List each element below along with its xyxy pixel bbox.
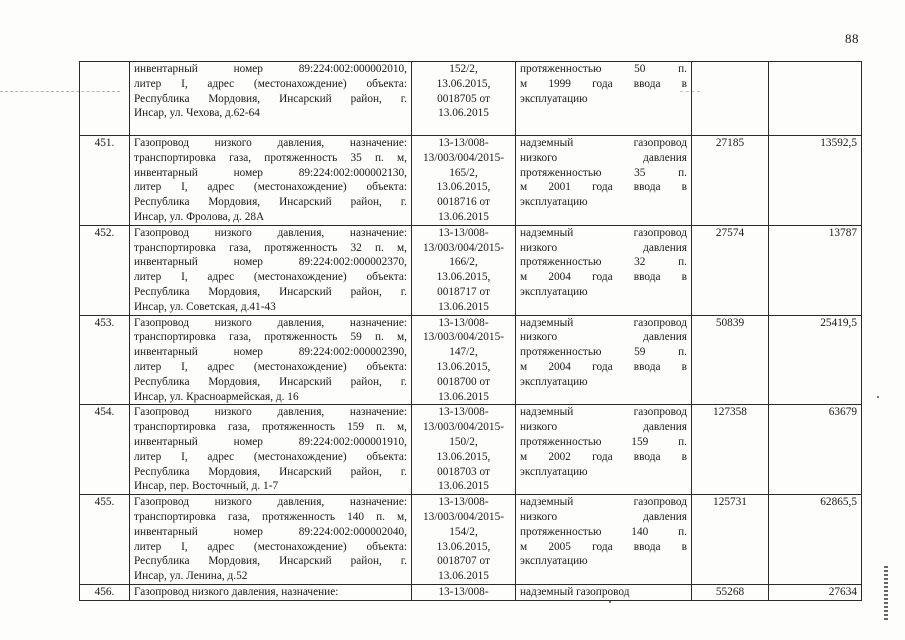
object-description-line: инвентарный номер 89:224:002:000001910, [134,435,407,448]
object-description-line: Инсар, ул. Советская, д.41-43 [134,300,276,313]
registration-cell [412,584,516,600]
object-description-cell [130,405,412,495]
object-type-line: надземный газопровод [520,226,687,239]
object-type-line: надземный газопровод [520,316,687,329]
registration-line: 13.06.2015, [436,540,491,553]
registration-line: 13.06.2015 [438,210,489,223]
value-2-cell: 25419,5 [769,315,862,405]
value-1-cell: 50839 [692,315,769,405]
registration-line: 165/2, [449,166,478,179]
row-number-cell [80,62,130,136]
object-type-line: эксплуатацию [520,375,588,388]
registration-cell [412,62,516,136]
value-2-cell: 13592,5 [769,136,862,226]
registration-line: 0018717 от [437,285,490,298]
object-type-line: низкого давления [520,331,687,344]
object-description-line: Республика Мордовия, Инсарский район, г. [134,375,407,388]
registration-cell [412,495,516,585]
row-number-cell: 456. [80,584,130,600]
object-type-line: низкого давления [520,510,687,523]
object-description-line: транспортировка газа, протяженность 140 п. м, [134,510,407,523]
scan-speck [609,601,611,603]
registry-table-body [80,62,862,601]
registration-line: 13.06.2015 [438,107,489,120]
object-description-line: литер I, адрес (местонахождение) объекта: [134,181,407,194]
object-description-line: Инсар, ул. Чехова, д.62-64 [134,107,260,120]
table-row [80,584,862,600]
registration-line: 13.06.2015 [438,480,489,493]
object-type-line: надземный газопровод [520,585,630,598]
table-row [80,495,862,585]
object-description-line: инвентарный номер 89:224:002:000002370, [134,256,407,269]
registration-line: 0018705 от [437,92,490,105]
table-row [80,136,862,226]
object-type-line: низкого давления [520,241,687,254]
row-number-cell: 452. [80,225,130,315]
object-description-cell [130,225,412,315]
registration-line: 166/2, [449,256,478,269]
registration-line: 13.06.2015, [436,271,491,284]
object-description-line: Газопровод низкого давления, назначение: [134,226,407,239]
object-type-cell [516,225,692,315]
object-description-line: инвентарный номер 89:224:002:000002010, [134,63,407,75]
value-2-cell: 62865,5 [769,495,862,585]
object-description-line: Инсар, ул. Фролова, д. 28А [134,210,265,223]
object-type-line: протяженностью 50 п. [520,63,687,75]
object-type-cell [516,495,692,585]
object-description-line: Газопровод низкого давления, назначение: [134,585,339,598]
object-type-cell [516,136,692,226]
object-type-line: м 2004 года ввода в [520,271,687,284]
object-type-line: м 1999 года ввода в [520,77,687,90]
object-description-line: литер I, адрес (местонахождение) объекта: [134,360,407,373]
registration-line: 13-13/008- [438,137,489,149]
value-1-cell: 27574 [692,225,769,315]
row-number-cell: 455. [80,495,130,585]
object-description-line: транспортировка газа, протяженность 159 п. м, [134,421,407,434]
object-type-line: протяженностью 32 п. [520,256,687,269]
value-1-cell: 127358 [692,405,769,495]
object-description-line: Республика Мордовия, Инсарский район, г. [134,285,407,298]
registration-cell [412,315,516,405]
registration-line: 13/003/004/2015- [423,510,504,523]
registration-line: 13-13/008- [438,585,489,598]
object-type-line: м 2005 года ввода в [520,540,687,553]
object-type-line: эксплуатацию [520,196,588,209]
table-row [80,405,862,495]
object-description-line: Республика Мордовия, Инсарский район, г. [134,92,407,105]
object-description-line: Инсар, пер. Восточный, д. 1-7 [134,480,279,493]
object-type-cell [516,62,692,136]
object-description-line: транспортировка газа, протяженность 59 п. м, [134,331,407,344]
object-description-line: инвентарный номер 89:224:002:000002130, [134,166,407,179]
object-description-line: Инсар, ул. Ленина, д.52 [134,570,248,583]
registration-line: 13.06.2015, [436,360,491,373]
object-description-line: литер I, адрес (местонахождение) объекта: [134,77,407,90]
object-type-line: низкого давления [520,421,687,434]
registration-cell [412,405,516,495]
object-description-cell [130,315,412,405]
object-type-cell [516,405,692,495]
object-description-line: Газопровод низкого давления, назначение: [134,316,407,329]
object-description-line: инвентарный номер 89:224:002:000002390, [134,346,407,359]
object-description-line: Газопровод низкого давления, назначение: [134,406,407,419]
registration-line: 13-13/008- [438,406,489,419]
registration-line: 0018703 от [437,465,490,478]
registration-line: 152/2, [449,63,478,75]
registration-line: 0018700 от [437,375,490,388]
table-row [80,62,862,136]
object-description-line: инвентарный номер 89:224:002:000002040, [134,525,407,538]
value-1-cell [692,62,769,136]
value-2-cell [769,62,862,136]
object-type-line: низкого давления [520,151,687,164]
registration-line: 13.06.2015 [438,300,489,313]
registration-line: 13-13/008- [438,226,489,239]
object-type-cell [516,584,692,600]
object-type-line: эксплуатацию [520,92,588,105]
object-description-line: Газопровод низкого давления, назначение: [134,496,407,509]
row-number-cell: 453. [80,315,130,405]
object-description-cell [130,584,412,600]
object-type-line: протяженностью 159 п. [520,435,687,448]
registry-table [79,61,862,601]
registration-line: 13/003/004/2015- [423,331,504,344]
registration-line: 13/003/004/2015- [423,151,504,164]
scan-edge-mark [884,566,888,622]
registration-line: 13/003/004/2015- [423,421,504,434]
registration-line: 154/2, [449,525,478,538]
object-description-line: транспортировка газа, протяженность 32 п. м, [134,241,407,254]
registration-line: 0018716 от [437,196,490,209]
object-type-line: надземный газопровод [520,406,687,419]
scan-speck [877,396,879,398]
object-description-line: Республика Мордовия, Инсарский район, г. [134,196,407,209]
registration-cell [412,136,516,226]
object-description-line: литер I, адрес (местонахождение) объекта: [134,271,407,284]
object-type-line: надземный газопровод [520,496,687,509]
value-2-cell: 27634 [769,584,862,600]
registration-line: 13/003/004/2015- [423,241,504,254]
value-1-cell: 125731 [692,495,769,585]
registration-line: 147/2, [449,346,478,359]
object-description-cell [130,62,412,136]
registration-line: 13.06.2015 [438,570,489,583]
object-type-cell [516,315,692,405]
registration-cell [412,225,516,315]
object-description-cell [130,136,412,226]
row-number-cell: 454. [80,405,130,495]
value-2-cell: 13787 [769,225,862,315]
object-description-cell [130,495,412,585]
registration-line: 150/2, [449,435,478,448]
row-number-cell: 451. [80,136,130,226]
object-type-line: эксплуатацию [520,555,588,568]
registration-line: 13-13/008- [438,496,489,509]
object-type-line: м 2001 года ввода в [520,181,687,194]
object-type-line: протяженностью 59 п. [520,346,687,359]
object-description-line: Республика Мордовия, Инсарский район, г. [134,465,407,478]
object-type-line: эксплуатацию [520,465,588,478]
object-description-line: транспортировка газа, протяженность 35 п. м, [134,151,407,164]
object-description-line: Газопровод низкого давления, назначение: [134,137,407,149]
registration-line: 13.06.2015 [438,390,489,403]
table-row [80,225,862,315]
value-2-cell: 63679 [769,405,862,495]
registration-line: 0018707 от [437,555,490,568]
object-description-line: Республика Мордовия, Инсарский район, г. [134,555,407,568]
registration-line: 13.06.2015, [436,181,491,194]
registration-line: 13.06.2015, [436,450,491,463]
object-type-line: протяженностью 35 п. [520,166,687,179]
page-number: 88 [845,31,859,46]
object-type-line: м 2004 года ввода в [520,360,687,373]
registration-line: 13.06.2015, [436,77,491,90]
object-type-line: м 2002 года ввода в [520,450,687,463]
table-row [80,315,862,405]
object-type-line: эксплуатацию [520,285,588,298]
object-description-line: литер I, адрес (местонахождение) объекта: [134,450,407,463]
value-1-cell: 55268 [692,584,769,600]
object-type-line: надземный газопровод [520,137,687,149]
object-description-line: литер I, адрес (местонахождение) объекта: [134,540,407,553]
object-description-line: Инсар, ул. Красноармейская, д. 16 [134,390,299,403]
registration-line: 13-13/008- [438,316,489,329]
value-1-cell: 27185 [692,136,769,226]
object-type-line: протяженностью 140 п. [520,525,687,538]
